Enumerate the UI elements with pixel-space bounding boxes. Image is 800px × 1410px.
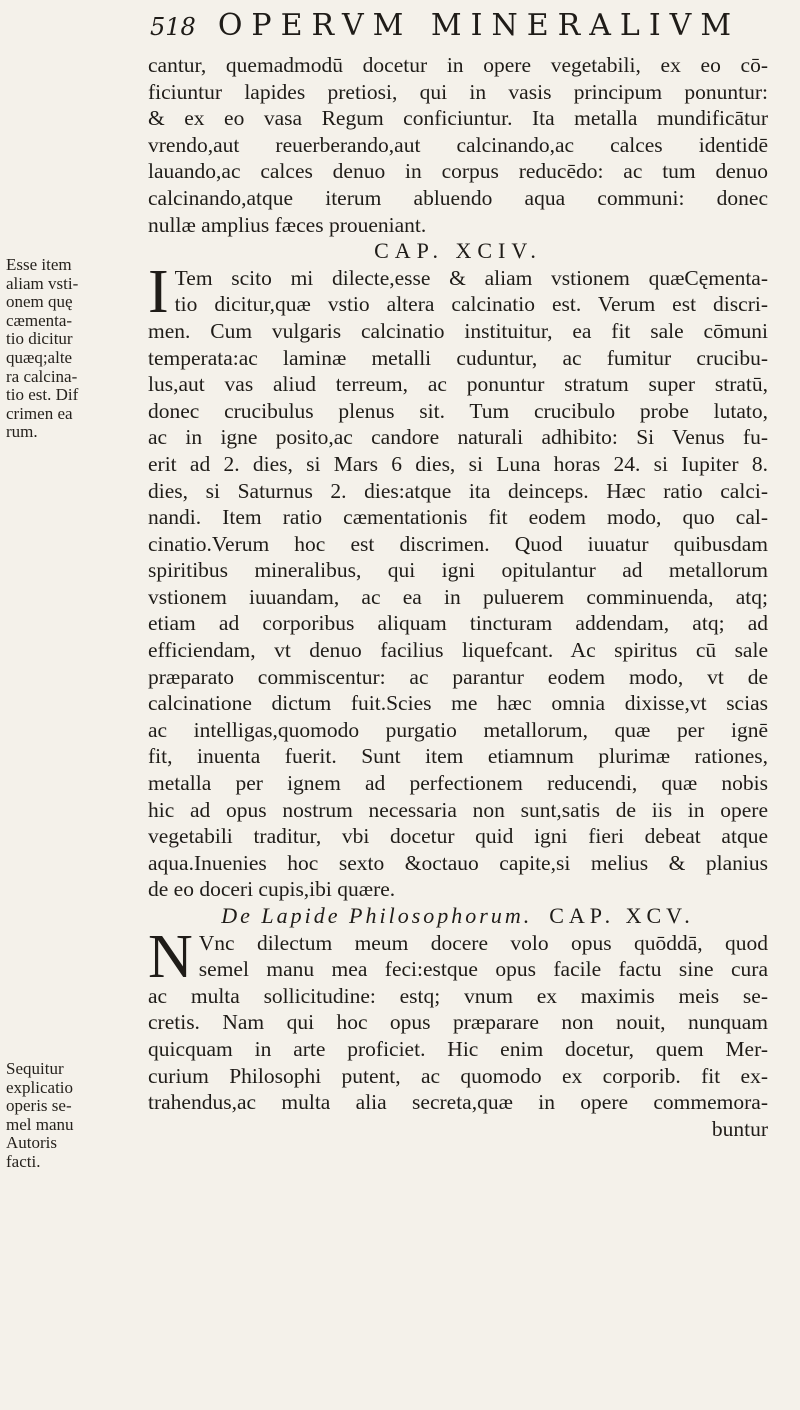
chapter-95-title: De Lapide Philosophorum. <box>221 903 533 928</box>
margin-line: crimen ea <box>6 403 73 423</box>
chapter-95-text <box>148 922 768 1143</box>
text-line: dies, si Saturnus 2. dies:atque ita deinceps. Hæc ratio calci- <box>148 478 768 503</box>
text-line: ac multa sollicitudine: estq; vnum ex maximis meis se- <box>148 983 768 1008</box>
text-line: lauando,ac calces denuo in corpus reducēdo: ac tum denuo <box>148 159 768 184</box>
margin-line: operis se- <box>6 1096 72 1116</box>
margin-line: cæmenta- <box>6 310 73 330</box>
text-line: præparato commiscentur: ac parantur eodem modo, vt de <box>148 664 768 689</box>
text-line: curium Philosophi putent, ac quomodo ex corporib. fit ex- <box>148 1063 768 1088</box>
intro-paragraph <box>148 52 768 238</box>
chapter-95-heading-line <box>148 903 768 930</box>
text-line: tio dicitur,quæ vstio altera calcinatio est. Verum est discri- <box>174 292 768 317</box>
catchword: buntur <box>711 1116 768 1141</box>
text-line: hic ad opus nostrum necessaria non sunt,satis de iis in opere <box>148 797 768 822</box>
running-title: OPERVM MINERALIVM <box>217 8 741 43</box>
text-line: metalla per ignem ad perfectionem reducendi, quæ nobis <box>148 771 768 796</box>
text-line: trahendus,ac multa alia secreta,quæ in opere commemora- <box>148 1090 768 1115</box>
chapter-94-heading: CAP. XCIV. <box>374 238 542 264</box>
margin-line: tio dicitur <box>6 329 73 349</box>
margin-line: mel manu <box>6 1114 74 1134</box>
text-line: nullæ amplius fæces proueniant. <box>148 212 427 237</box>
margin-line: ra calcina- <box>6 366 78 386</box>
text-line: vstionem iuuandam, ac ea in puluerem comminuenda, atq; <box>148 584 768 609</box>
margin-line: Sequitur <box>6 1059 64 1078</box>
text-line: ac intelligas,quomodo purgatio metallorum, quæ per ignē <box>148 717 768 742</box>
chapter-94-text <box>148 257 768 903</box>
marginal-note-cementation <box>6 256 144 442</box>
text-line: efficiendam, vt denuo facilius liquefcant. Ac spiritus cū sale <box>148 638 768 663</box>
drop-cap: I <box>148 257 169 326</box>
page-header <box>150 8 770 48</box>
margin-line: onem quę <box>6 292 73 312</box>
text-line: quicquam in arte proficiet. Hic enim docetur, quem Mer- <box>148 1036 768 1061</box>
text-line: temperata:ac laminæ metalli cuduntur, ac fumitur crucibu- <box>148 345 768 370</box>
margin-line: quæq;alte <box>6 347 73 367</box>
text-line: men. Cum vulgaris calcinatio instituitur, ea fit sale cōmuni <box>148 318 768 343</box>
text-line: & ex eo vasa Regum conficiuntur. Ita metalla mundificātur <box>148 106 768 131</box>
text-line: aqua.Inuenies hoc sexto &octauo capite,si melius & planius <box>148 850 768 875</box>
text-line: calcinatione dictum fuit.Scies me hæc omnia dixisse,vt scias <box>148 691 768 716</box>
margin-line: Esse item <box>6 255 72 274</box>
text-line: vegetabili traditur, vbi docetur quid igni fieri debeat atque <box>148 824 768 849</box>
text-line: nandi. Item ratio cæmentationis fit eodem modo, quo cal- <box>148 505 768 530</box>
drop-cap: N <box>148 922 193 991</box>
text-line: lus,aut vas aliud terreum, ac ponuntur stratum super stratū, <box>148 372 768 397</box>
text-line: cinatio.Verum hoc est discrimen. Quod iuuatur quibusdam <box>148 531 768 556</box>
margin-line: explicatio <box>6 1077 74 1097</box>
margin-line: Autoris <box>6 1133 57 1153</box>
chapter-95-heading: CAP. XCV. <box>549 903 695 928</box>
text-line: ac in igne posito,ac candore naturali adhibito: Si Venus fu- <box>148 425 768 450</box>
text-line: ficiuntur lapides pretiosi, qui in vasis principum ponuntur: <box>148 79 768 104</box>
text-line: vrendo,aut reuerberando,aut calcinando,ac calces identidē <box>148 132 768 157</box>
marginal-note-author-work <box>6 1060 144 1172</box>
text-line: cretis. Nam qui hoc opus præparare non nouit, nunquam <box>148 1010 768 1035</box>
text-line: etiam ad corporibus aliquam tincturam addendam, atq; ad <box>148 611 768 636</box>
text-line: cantur, quemadmodū docetur in opere vegetabili, ex eo cō- <box>148 53 768 77</box>
text-line: de eo doceri cupis,ibi quære. <box>148 877 396 902</box>
text-line: spiritibus mineralibus, qui igni opitulantur ad metallorum <box>148 558 768 583</box>
main-text <box>148 52 768 1142</box>
text-line: semel manu mea feci:estque opus facile factu sine cura <box>198 957 768 982</box>
margin-line: facti. <box>6 1151 41 1171</box>
text-line: Tem scito mi dilecte,esse & aliam vstionem quæCęmenta- <box>174 265 768 290</box>
margin-line: tio est. Dif <box>6 385 79 405</box>
text-line: Vnc dilectum meum docere volo opus quōddā, quod <box>198 930 768 955</box>
text-line: calcinando,atque iterum abluendo aqua communi: donec <box>148 185 768 210</box>
margin-line: aliam vsti- <box>6 273 79 293</box>
text-line: erit ad 2. dies, si Mars 6 dies, si Luna horas 24. si Iupiter 8. <box>148 451 768 476</box>
folio-number: 518 <box>150 13 196 41</box>
text-line: donec crucibulus plenus sit. Tum crucibulo probe lutato, <box>148 398 768 423</box>
margin-line: rum. <box>6 422 38 442</box>
text-line: fit, inuenta fuerit. Sunt item etiamnum plurimæ rationes, <box>148 744 768 769</box>
